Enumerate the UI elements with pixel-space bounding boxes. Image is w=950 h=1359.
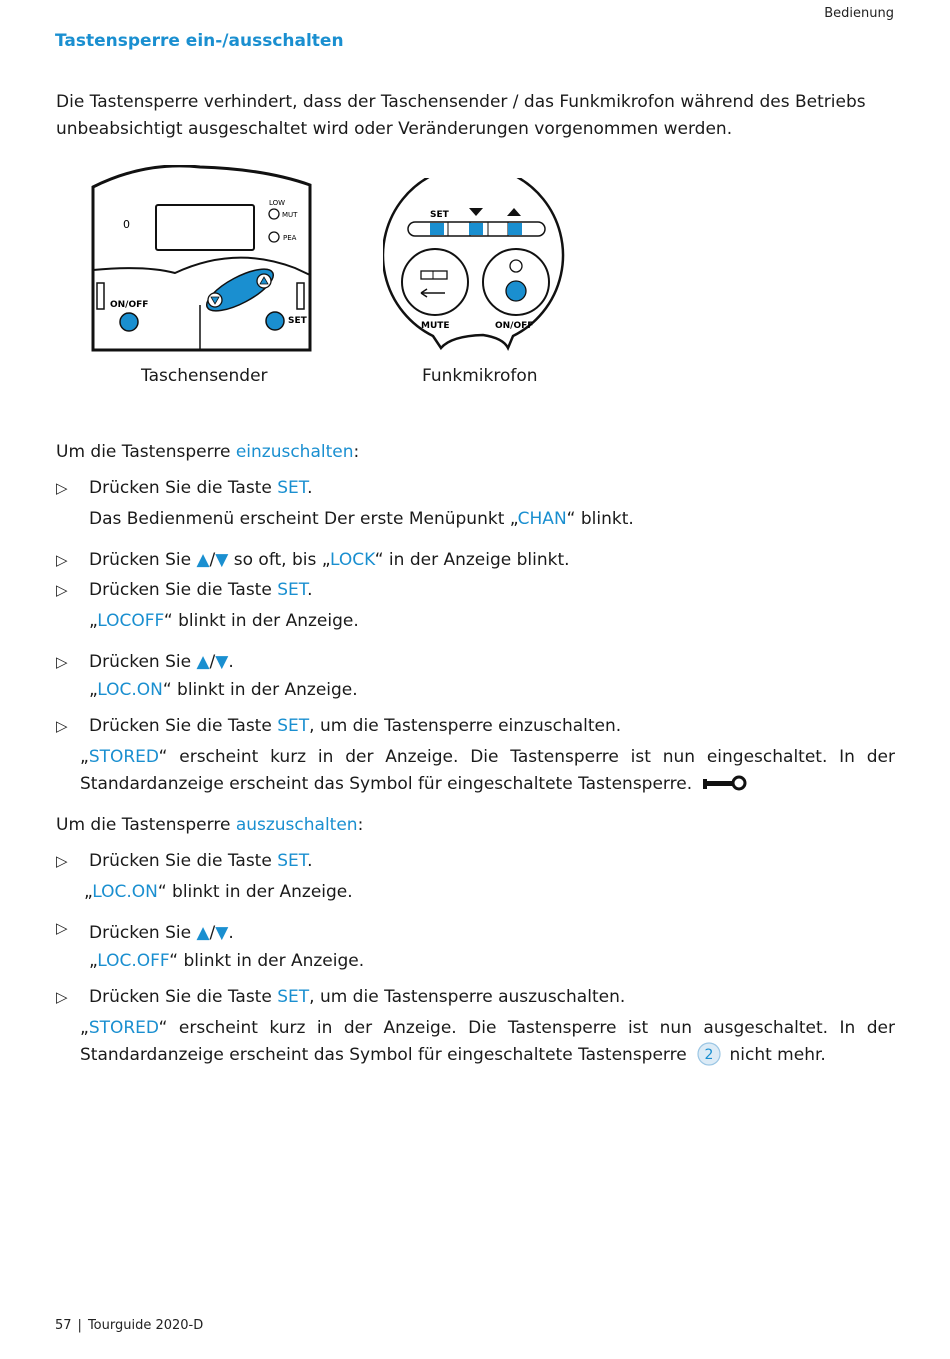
section-label: Bedienung	[824, 6, 894, 21]
up-triangle-icon: ▲	[196, 550, 210, 570]
down-triangle-icon: ▼	[215, 550, 229, 570]
onoff-button-icon	[120, 313, 138, 331]
page-title: Tastensperre ein-/ausschalten	[55, 31, 344, 51]
up-triangle-icon: ▲	[196, 923, 210, 943]
svg-text:2: 2	[704, 1047, 714, 1063]
mic-up-key-icon	[508, 223, 522, 235]
intro-paragraph: Die Tastensperre verhindert, dass der Taschensender / das Funkmikrofon während des Betriebs unbeabsichtigt ausgeschaltet wird oder Veränderungen vorgenommen werden.	[56, 92, 866, 139]
on-step-4-result: „LOC.ON“ blinkt in der Anzeige.	[89, 680, 358, 700]
key-lock-icon	[702, 775, 748, 791]
mute-led-icon	[269, 209, 279, 219]
down-triangle-icon: ▼	[215, 923, 229, 943]
off-step-1-result: „LOC.ON“ blinkt in der Anzeige.	[84, 882, 353, 902]
transmitter-illustration	[85, 165, 320, 360]
low-label: LOW	[269, 199, 286, 207]
page-footer: 57 | Tourguide 2020-D	[55, 1318, 204, 1333]
mic-onoff-label: ON/OFF	[495, 321, 534, 331]
mic-set-label: SET	[430, 210, 449, 220]
step-marker-icon: ▷	[56, 551, 68, 569]
on-result-paragraph: „STORED“ erscheint kurz in der Anzeige. Die Tastensperre ist nun eingeschaltet. In der Standardanzeige erscheint das Symbol für eingeschaltete Tastensperre.	[80, 747, 895, 794]
down-triangle-icon: ▼	[215, 652, 229, 672]
microphone-illustration	[383, 178, 573, 358]
step-marker-icon: ▷	[56, 852, 68, 870]
off-step-2-result: „LOC.OFF“ blinkt in der Anzeige.	[89, 951, 365, 971]
set-button-icon	[266, 312, 284, 330]
up-triangle-icon: ▲	[196, 652, 210, 672]
zero-mark: 0	[123, 218, 130, 231]
document-title: Tourguide 2020-D	[87, 1318, 204, 1333]
off-result-paragraph: „STORED“ erscheint kurz in der Anzeige. Die Tastensperre ist nun ausgeschaltet. In der Standardanzeige erscheint das Symbol für eingeschaltete Tastensperre 2 nicht mehr.	[80, 1018, 895, 1065]
mic-down-key-icon	[469, 223, 483, 235]
step-marker-icon: ▷	[56, 919, 68, 937]
on-step-3-result: „LOCOFF“ blinkt in der Anzeige.	[89, 611, 359, 631]
step-marker-icon: ▷	[56, 479, 68, 497]
step-marker-icon: ▷	[56, 581, 68, 599]
onoff-label: ON/OFF	[110, 300, 149, 310]
mic-mute-label: MUTE	[421, 321, 450, 331]
microphone-caption: Funkmikrofon	[422, 366, 538, 386]
mic-onoff-button-icon	[506, 281, 526, 301]
on-heading: Um die Tastensperre einzuschalten:	[56, 442, 360, 462]
mute-label: MUT	[282, 211, 298, 219]
step-marker-icon: ▷	[56, 653, 68, 671]
battery-icon	[421, 271, 447, 279]
page-number: 57	[55, 1318, 72, 1333]
on-step-1-result: Das Bedienmenü erscheint Der erste Menüpunkt „CHAN“ blinkt.	[89, 509, 634, 529]
transmitter-caption: Taschensender	[141, 366, 268, 386]
callout-number-icon	[696, 1042, 724, 1066]
off-heading: Um die Tastensperre auszuschalten:	[56, 815, 364, 835]
step-marker-icon: ▷	[56, 988, 68, 1006]
mic-set-key-icon	[430, 223, 444, 235]
peak-led-icon	[269, 232, 279, 242]
peak-label: PEA	[283, 234, 297, 242]
step-marker-icon: ▷	[56, 717, 68, 735]
set-label: SET	[288, 316, 307, 326]
